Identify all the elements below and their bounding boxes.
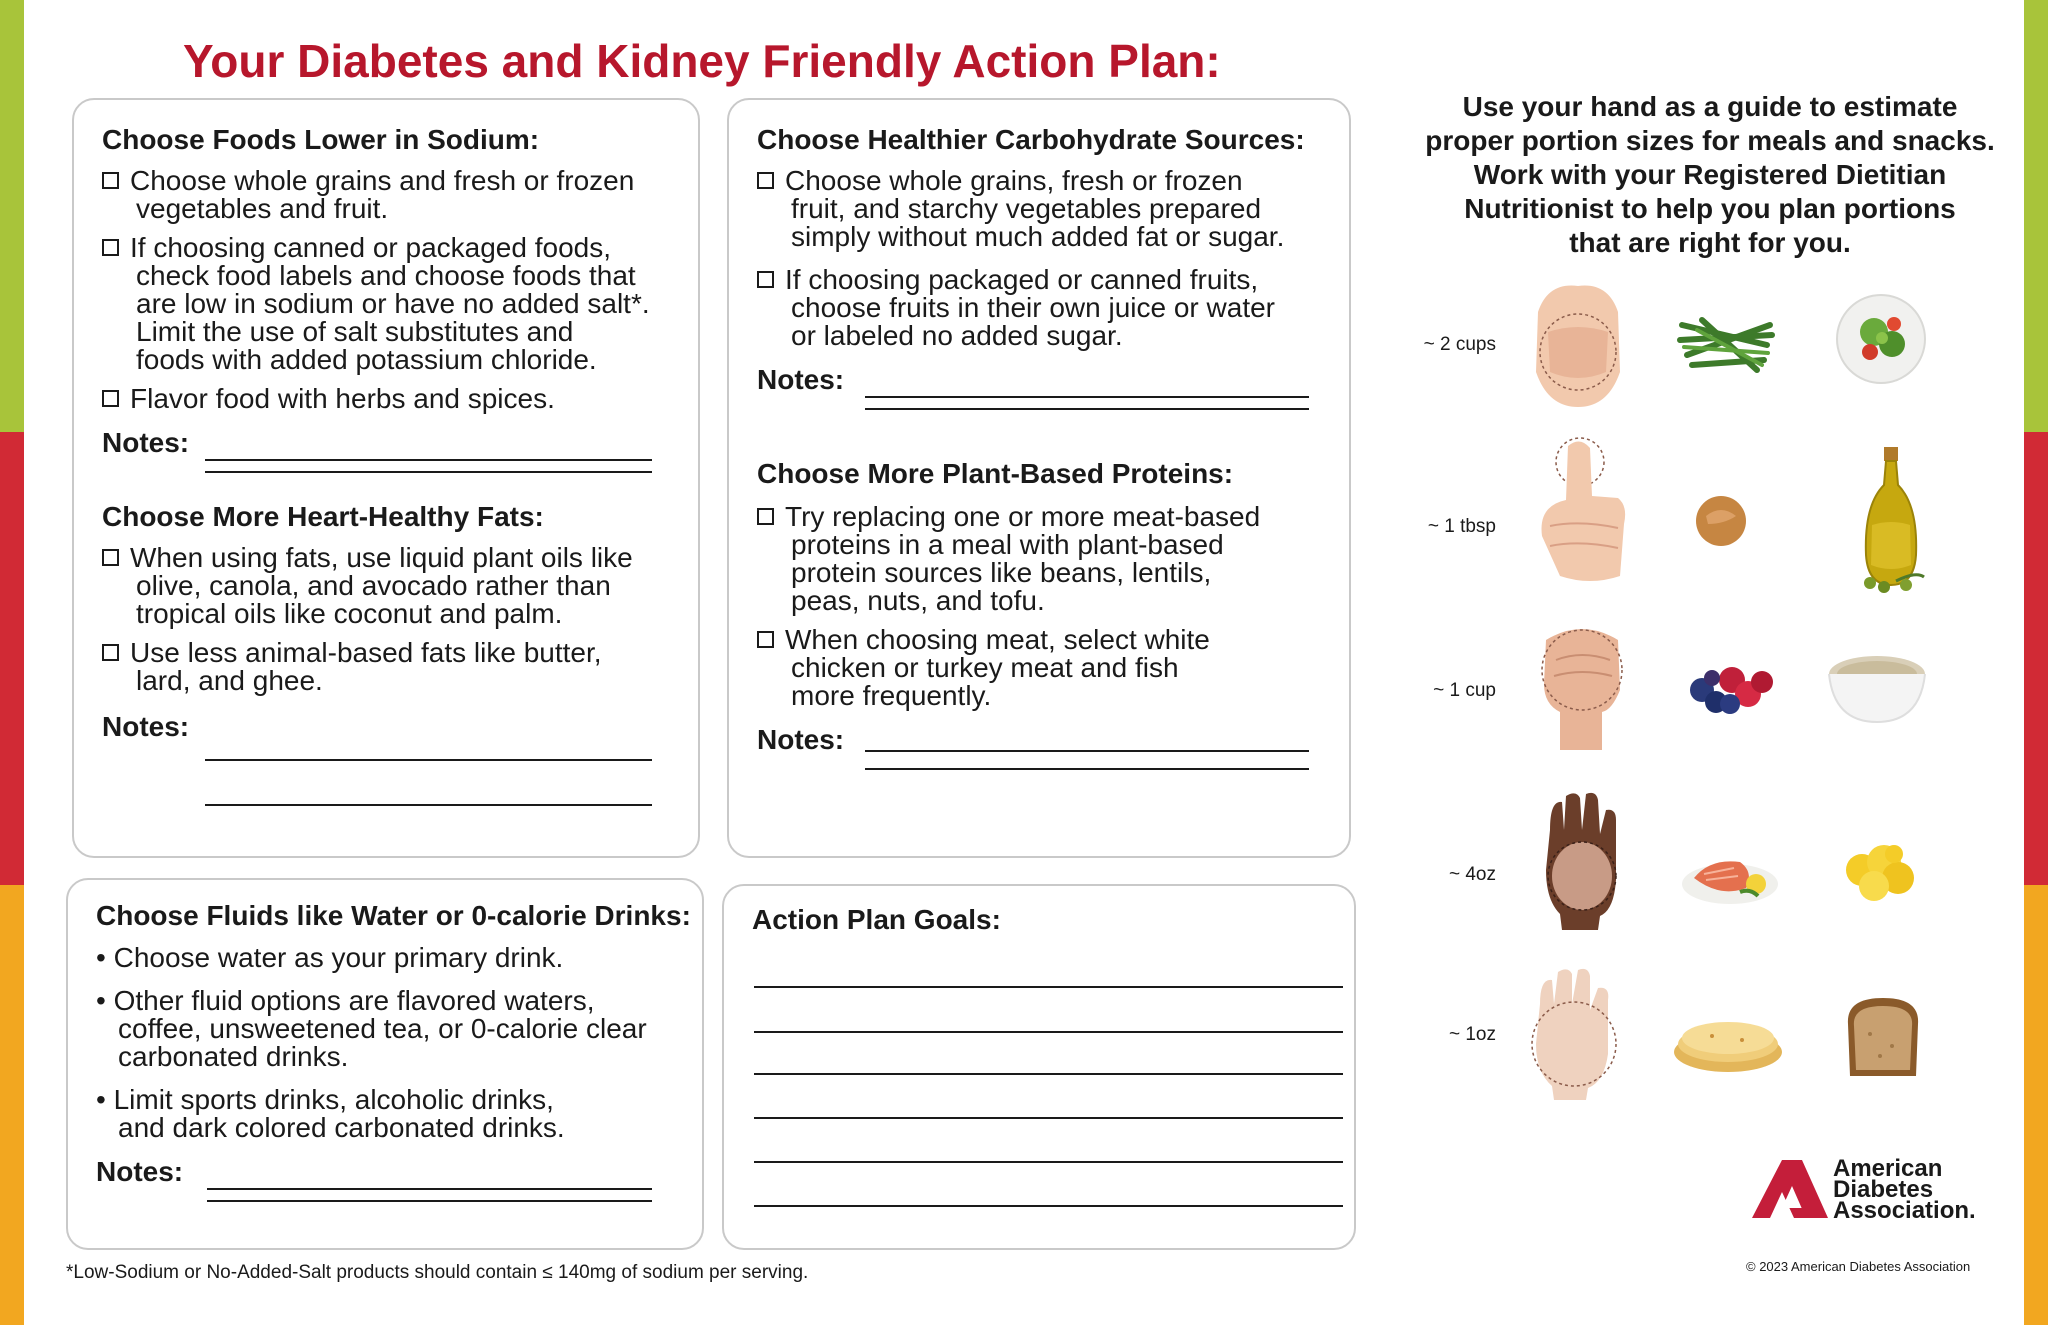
checkbox[interactable] [757, 631, 774, 648]
portion-guide-heading: Use your hand as a guide to estimate proper portion sizes for meals and snacks. Work with your Registered Dietitian Nutritionist to help you plan portions that are right for you. [1425, 91, 1995, 258]
checkbox[interactable] [102, 644, 119, 661]
notes-line[interactable] [865, 768, 1309, 770]
goals-card [722, 884, 1356, 1250]
portion-amount-2-cups: ~ 2 cups [1423, 334, 1496, 355]
goal-line-6[interactable] [754, 1205, 1343, 1207]
proteins-heading: Choose More Plant-Based Proteins: [757, 458, 1234, 489]
proteins-item-1[interactable]: Try replacing one or more meat-based proteins in a meal with plant-based protein sources like beans, lentils, peas, nuts, and tofu. [757, 503, 1349, 615]
notes-line[interactable] [207, 1200, 652, 1202]
sodium-item-1[interactable]: Choose whole grains and fresh or frozen vegetables and fruit. [102, 167, 698, 223]
sodium-heading: Choose Foods Lower in Sodium: [102, 124, 540, 155]
open-hand-icon [1524, 964, 1624, 1105]
goal-line-1[interactable] [754, 986, 1343, 988]
checkbox[interactable] [102, 549, 119, 566]
right-stripe-red [2024, 432, 2048, 885]
left-stripe-red [0, 432, 24, 885]
salad-bowl-icon [1834, 292, 1929, 392]
right-stripe-orange [2024, 885, 2048, 1325]
goals-heading: Action Plan Goals: [752, 904, 1001, 935]
fluids-bullet-1: • Choose water as your primary drink. [96, 942, 564, 973]
fats-notes: Notes: [102, 711, 190, 742]
left-stripe-orange [0, 885, 24, 1325]
carbs-notes: Notes: [757, 364, 1349, 408]
carbs-item-1[interactable]: Choose whole grains, fresh or frozen fruit, and starchy vegetables prepared simply without much added fat or sugar. [757, 167, 1349, 251]
ada-logo-text: American Diabetes Association. [1833, 1155, 1976, 1224]
portion-amount-1oz: ~ 1oz [1448, 1024, 1496, 1045]
palm-icon [1536, 790, 1626, 935]
berries-icon [1682, 660, 1776, 725]
notes-line[interactable] [865, 750, 1309, 752]
fluids-bullet-2: • Other fluid options are flavored waters, coffee, unsweetened tea, or 0-calorie clear carbonated drinks. [96, 985, 647, 1072]
notes-line[interactable] [865, 408, 1309, 410]
ada-triangle-logo-icon [1750, 1158, 1830, 1225]
checkbox[interactable] [102, 172, 119, 189]
fluids-card [66, 878, 704, 1250]
footnote: *Low-Sodium or No-Added-Salt products should contain ≤ 140mg of sodium per serving. [66, 1262, 809, 1283]
checkbox[interactable] [757, 508, 774, 525]
carbs-heading: Choose Healthier Carbohydrate Sources: [757, 124, 1305, 155]
notes-line[interactable] [205, 471, 652, 473]
fats-heading: Choose More Heart-Healthy Fats: [102, 501, 544, 532]
fats-item-1[interactable]: When using fats, use liquid plant oils like olive, canola, and avocado rather than tropical oils like coconut and palm. [102, 544, 698, 628]
oatmeal-bowl-icon [1826, 652, 1928, 729]
sodium-item-3[interactable]: Flavor food with herbs and spices. [102, 385, 698, 413]
fluids-bullet-3: • Limit sports drinks, alcoholic drinks, and dark colored carbonated drinks. [96, 1084, 565, 1143]
olive-oil-bottle-icon [1856, 445, 1926, 600]
sodium-item-2[interactable]: If choosing canned or packaged foods, check food labels and choose foods that are low in sodium or have no added salt*. Limit the use of salt substitutes and foods with added potassium chloride. [102, 234, 698, 374]
thumb-icon [1530, 436, 1630, 591]
page-title: Your Diabetes and Kidney Friendly Action Plan: [183, 35, 1221, 87]
checkbox[interactable] [757, 172, 774, 189]
goal-line-3[interactable] [754, 1073, 1343, 1075]
portion-amount-4oz: ~ 4oz [1448, 864, 1496, 885]
goal-line-2[interactable] [754, 1031, 1343, 1033]
sodium-fats-card [72, 98, 700, 858]
tortillas-icon [1672, 1012, 1784, 1081]
proteins-notes: Notes: [757, 724, 1349, 768]
fats-item-2[interactable]: Use less animal-based fats like butter, lard, and ghee. [102, 639, 698, 695]
checkbox[interactable] [757, 271, 774, 288]
portion-amount-1-cup: ~ 1 cup [1433, 680, 1496, 701]
portion-amount-1-tbsp: ~ 1 tbsp [1427, 516, 1496, 537]
carbs-item-2[interactable]: If choosing packaged or canned fruits, choose fruits in their own juice or water or labeled no added sugar. [757, 266, 1349, 350]
notes-line[interactable] [207, 1188, 652, 1190]
salmon-icon [1680, 848, 1780, 913]
checkbox[interactable] [102, 239, 119, 256]
left-stripe-green [0, 0, 24, 432]
proteins-item-2[interactable]: When choosing meat, select white chicken or turkey meat and fish more frequently. [757, 626, 1349, 710]
green-beans-icon [1672, 305, 1782, 385]
carbs-proteins-card [727, 98, 1351, 858]
notes-line[interactable] [205, 459, 652, 461]
cupped-hands-icon [1518, 272, 1638, 417]
goal-line-4[interactable] [754, 1117, 1343, 1119]
fluids-heading: Choose Fluids like Water or 0-calorie Drinks: [96, 900, 691, 931]
copyright: © 2023 American Diabetes Association [1746, 1259, 1971, 1274]
fluids-notes: Notes: [96, 1156, 702, 1200]
notes-line[interactable] [205, 804, 652, 806]
notes-line[interactable] [865, 396, 1309, 398]
bread-slice-icon [1840, 994, 1926, 1085]
fist-icon [1532, 620, 1632, 757]
peanut-butter-icon [1694, 494, 1749, 554]
checkbox[interactable] [102, 390, 119, 407]
right-stripe-green [2024, 0, 2048, 432]
sodium-notes: Notes: [102, 427, 698, 471]
scrambled-eggs-icon [1840, 840, 1920, 911]
goal-line-5[interactable] [754, 1161, 1343, 1163]
notes-line[interactable] [205, 759, 652, 761]
